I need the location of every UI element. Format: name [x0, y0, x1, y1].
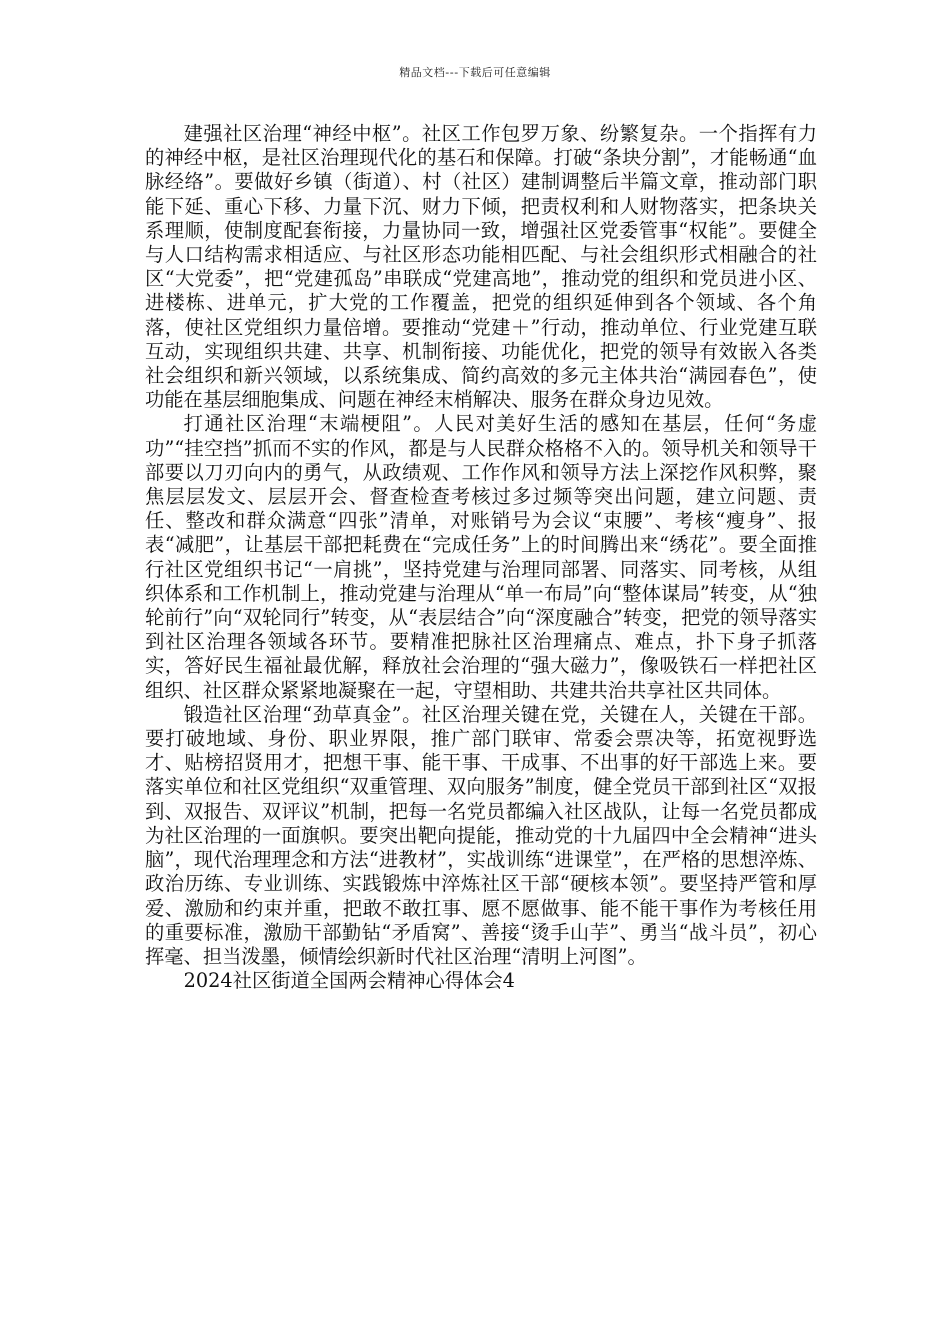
paragraph-3: 锻造社区治理“劲草真金”。社区治理关键在党，关键在人，关键在干部。要打破地域、身份、职业界限，推广部门联审、常委会票决等，拓宽视野选才、贴榜招贤用才，把想干事、能干事、干成事、不出事的好干部选上来。要落实单位和社区党组织“双重管理、双向服务”制度，健全党员干部到社区“双报到、双报告、双评议”机制，把每一名党员都编入社区战队，让每一名党员都成为社区治理的一面旗帜。要突出靶向提能，推动党的十九届四中全会精神“进头脑”，现代治理理念和方法“进教材”，实战训练“进课堂”，在严格的思想淬炼、政治历练、专业训练、实践锻炼中淬炼社区干部“硬核本领”。要坚持严管和厚爱、激励和约束并重，把敢不敢扛事、愿不愿做事、能不能干事作为考核任用的重要标准，激励干部勤钻“矛盾窝”、善接“烫手山芋”、勇当“战斗员”，初心挥毫、担当泼墨，倾情绘织新时代社区治理“清明上河图”。 [145, 702, 817, 968]
document-body [145, 122, 817, 993]
page-header: 精品文档---下载后可任意编辑 [399, 66, 551, 79]
section-title: 2024社区街道全国两会精神心得体会4 [183, 969, 515, 993]
paragraph-2: 打通社区治理“末端梗阻”。人民对美好生活的感知在基层，任何“务虚功”“挂空挡”抓而不实的作风，都是与人民群众格格不入的。领导机关和领导干部要以刀刃向内的勇气，从政绩观、工作作风和领导方法上深挖作风积弊，聚焦层层发文、层层开会、督查检查考核过多过频等突出问题，建立问题、责任、整改和群众满意“四张”清单，对账销号为会议“束腰”、考核“瘦身”、报表“减肥”，让基层干部把耗费在“完成任务”上的时间腾出来“绣花”。要全面推行社区党组织书记“一肩挑”，坚持党建与治理同部署、同落实、同考核，从组织体系和工作机制上，推动党建与治理从“单一布局”向“整体谋局”转变，从“独轮前行”向“双轮同行”转变，从“表层结合”向“深度融合”转变，把党的领导落实到社区治理各领域各环节。要精准把脉社区治理痛点、难点，扑下身子抓落实，答好民生福祉最优解，释放社会治理的“强大磁力”，像吸铁石一样把社区组织、社区群众紧紧地凝聚在一起，守望相助、共建共治共享社区共同体。 [145, 412, 817, 702]
paragraph-1: 建强社区治理“神经中枢”。社区工作包罗万象、纷繁复杂。一个指挥有力的神经中枢，是社区治理现代化的基石和保障。打破“条块分割”，才能畅通“血脉经络”。要做好乡镇（街道）、村（社区）建制调整后半篇文章，推动部门职能下延、重心下移、力量下沉、财力下倾，把责权利和人财物落实，把条块关系理顺，使制度配套衔接，力量协同一致，增强社区党委管事“权能”。要健全与人口结构需求相适应、与社区形态功能相匹配、与社会组织形式相融合的社区“大党委”，把“党建孤岛”串联成“党建高地”，推动党的组织和党员进小区、进楼栋、进单元，扩大党的工作覆盖，把党的组织延伸到各个领域、各个角落，使社区党组织力量倍增。要推动“党建＋”行动，推动单位、行业党建互联互动，实现组织共建、共享、机制衔接、功能优化，把党的领导有效嵌入各类社会组织和新兴领域，以系统集成、简约高效的多元主体共治“满园春色”，使功能在基层细胞集成、问题在神经末梢解决、服务在群众身边见效。 [145, 122, 817, 412]
